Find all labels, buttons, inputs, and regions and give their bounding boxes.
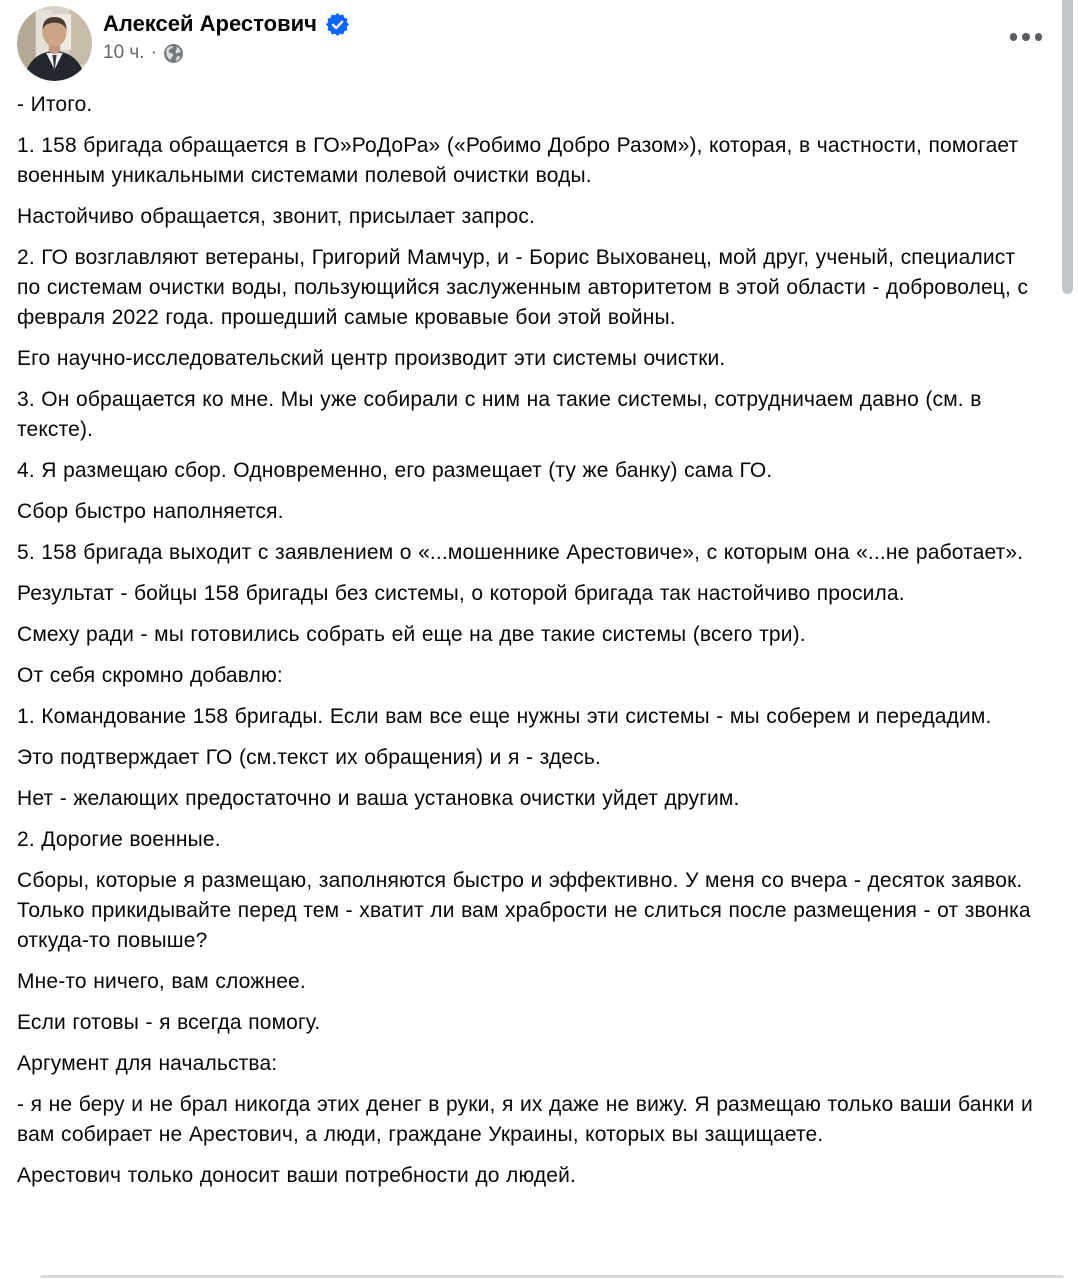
post-header	[0, 0, 1078, 81]
post-paragraph: Результат - бойцы 158 бригады без системы, о которой бригада так настойчиво просила.	[17, 582, 905, 605]
post-paragraph: 5. 158 бригада выходит с заявлением о «...мошеннике Арестовиче», с которым она «...не работает».	[17, 541, 1024, 564]
more-options-icon[interactable]	[1006, 29, 1047, 45]
post-paragraph: 1. Командование 158 бригады. Если вам все еще нужны эти системы - мы соберем и передадим.	[17, 705, 992, 728]
timestamp-row	[103, 42, 349, 64]
scrollbar-thumb[interactable]	[1062, 0, 1073, 294]
post-paragraph: - Итого.	[17, 93, 93, 116]
post-paragraph: Настойчиво обращается, звонит, присылает запрос.	[17, 205, 535, 228]
post-paragraph: От себя скромно добавлю:	[17, 664, 283, 687]
globe-icon	[163, 43, 184, 64]
post-paragraph: Это подтверждает ГО (см.текст их обращения) и я - здесь.	[17, 746, 601, 769]
post-paragraph: Сбор быстро наполняется.	[17, 500, 284, 523]
post-paragraph: Арестович только доносит ваши потребности до людей.	[17, 1164, 576, 1187]
post-paragraph: 3. Он обращается ко мне. Мы уже собирали с ним на такие системы, сотрудничаем давно (см. в тексте).	[17, 388, 982, 441]
post-paragraph: 4. Я размещаю сбор. Одновременно, его размещает (ту же банку) сама ГО.	[17, 459, 773, 482]
timestamp[interactable]: 10 ч.	[103, 42, 145, 63]
post-paragraph: 2. ГО возглавляют ветераны, Григорий Мамчур, и - Борис Выхованец, мой друг, ученый, специалист по системам очистки воды, пользующийся заслуженным авторитетом в этой области - доброволец, с февраля 2022 года. прошедший самые кровавые бои этой войны.	[17, 246, 1029, 329]
next-card-top-edge	[40, 1275, 1064, 1278]
post-paragraph: 1. 158 бригада обращается в ГО»РоДоРа» («Робимо Добро Разом»), которая, в частности, помогает военным уникальными системами полевой очистки воды.	[17, 134, 1019, 187]
post-body	[0, 81, 1078, 1191]
post-paragraph: Сборы, которые я размещаю, заполняются быстро и эффективно. У меня со вчера - десяток заявок. Только прикидывайте перед тем - хватит ли вам храбрости не слиться после размещения - от звонка откуда-то повыше?	[17, 869, 1031, 952]
post-paragraph: Аргумент для начальства:	[17, 1052, 278, 1075]
avatar[interactable]	[17, 6, 92, 81]
post-paragraph: - я не беру и не брал никогда этих денег в руки, я их даже не вижу. Я размещаю только ваши банки и вам собирает не Арестович, а люди, граждане Украины, которых вы защищаете.	[17, 1093, 1033, 1146]
author-name[interactable]: Алексей Арестович	[103, 11, 317, 36]
dot-separator: ·	[150, 42, 157, 63]
post-paragraph: 2. Дорогие военные.	[17, 828, 221, 851]
post-paragraph: Нет - желающих предостаточно и ваша установка очистки уйдет другим.	[17, 787, 740, 810]
post-paragraph: Смеху ради - мы готовились собрать ей еще на две такие системы (всего три).	[17, 623, 806, 646]
post-paragraph: Его научно-исследовательский центр производит эти системы очистки.	[17, 347, 726, 370]
post-paragraph: Если готовы - я всегда помогу.	[17, 1011, 321, 1034]
verified-badge-icon	[326, 13, 349, 36]
avatar-photo	[17, 6, 92, 81]
post-paragraph: Мне-то ничего, вам сложнее.	[17, 970, 306, 993]
header-meta	[103, 6, 349, 64]
